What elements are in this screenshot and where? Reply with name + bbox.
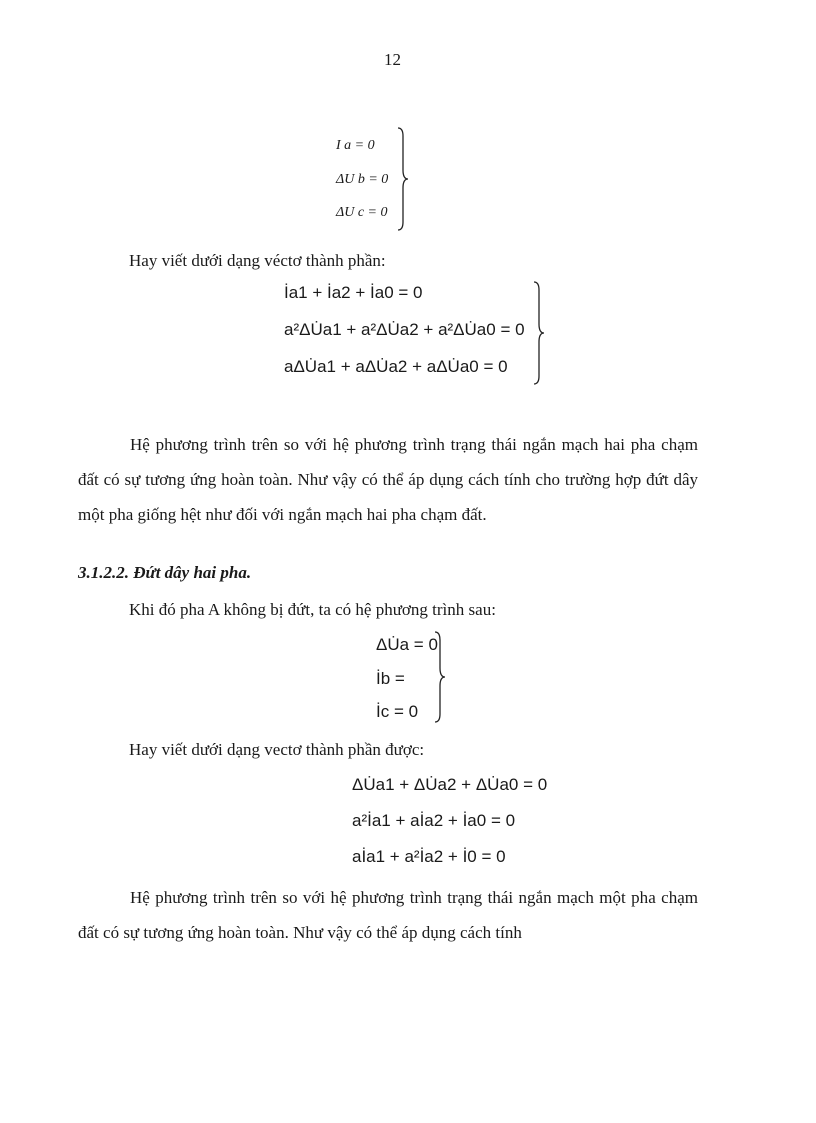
paragraph: Khi đó pha A không bị đứt, ta có hệ phương trình sau: [129,600,496,619]
equation-line: aİa1 + a²İa2 + İ0 = 0 [352,847,506,866]
right-brace-icon [396,126,410,232]
equation-line: a²ΔU̇a1 + a²ΔU̇a2 + a²ΔU̇a0 = 0 [284,320,525,339]
equation-line: İc = 0 [376,702,419,721]
equation-line: I a = 0 [336,138,375,153]
equation-line: ΔU̇a = 0 [376,635,438,654]
paragraph: Hệ phương trình trên so với hệ phương trình trạng thái ngắn mạch một pha chạm đất có sự tương ứng hoàn toàn. Như vậy có thể áp dụng cách tính [78,888,698,942]
equation-line: ΔU b = 0 [336,172,389,187]
equation-line: ΔU c = 0 [336,205,388,220]
right-brace-icon [433,630,447,724]
section-heading: 3.1.2.2. Đứt dây hai pha. [78,563,252,582]
right-brace-icon [532,280,546,386]
equation-line: ΔU̇a1 + ΔU̇a2 + ΔU̇a0 = 0 [352,775,548,794]
paragraph: Hệ phương trình trên so với hệ phương trình trạng thái ngắn mạch hai pha chạm đất có sự tương ứng hoàn toàn. Như vậy có thể áp dụng cách tính cho trường hợp đứt dây một pha giống hệt như đối với ngắn mạch hai pha chạm đất. [78,435,698,524]
page-number: 12 [384,50,401,69]
equation-line: aΔU̇a1 + aΔU̇a2 + aΔU̇a0 = 0 [284,357,508,376]
paragraph: Hay viết dưới dạng vectơ thành phần được: [129,740,425,759]
paragraph: Hay viết dưới dạng véctơ thành phần: [129,251,386,270]
equation-line: İa1 + İa2 + İa0 = 0 [284,283,423,302]
equation-line: a²İa1 + aİa2 + İa0 = 0 [352,811,516,830]
equation-line: İb = [376,669,405,688]
